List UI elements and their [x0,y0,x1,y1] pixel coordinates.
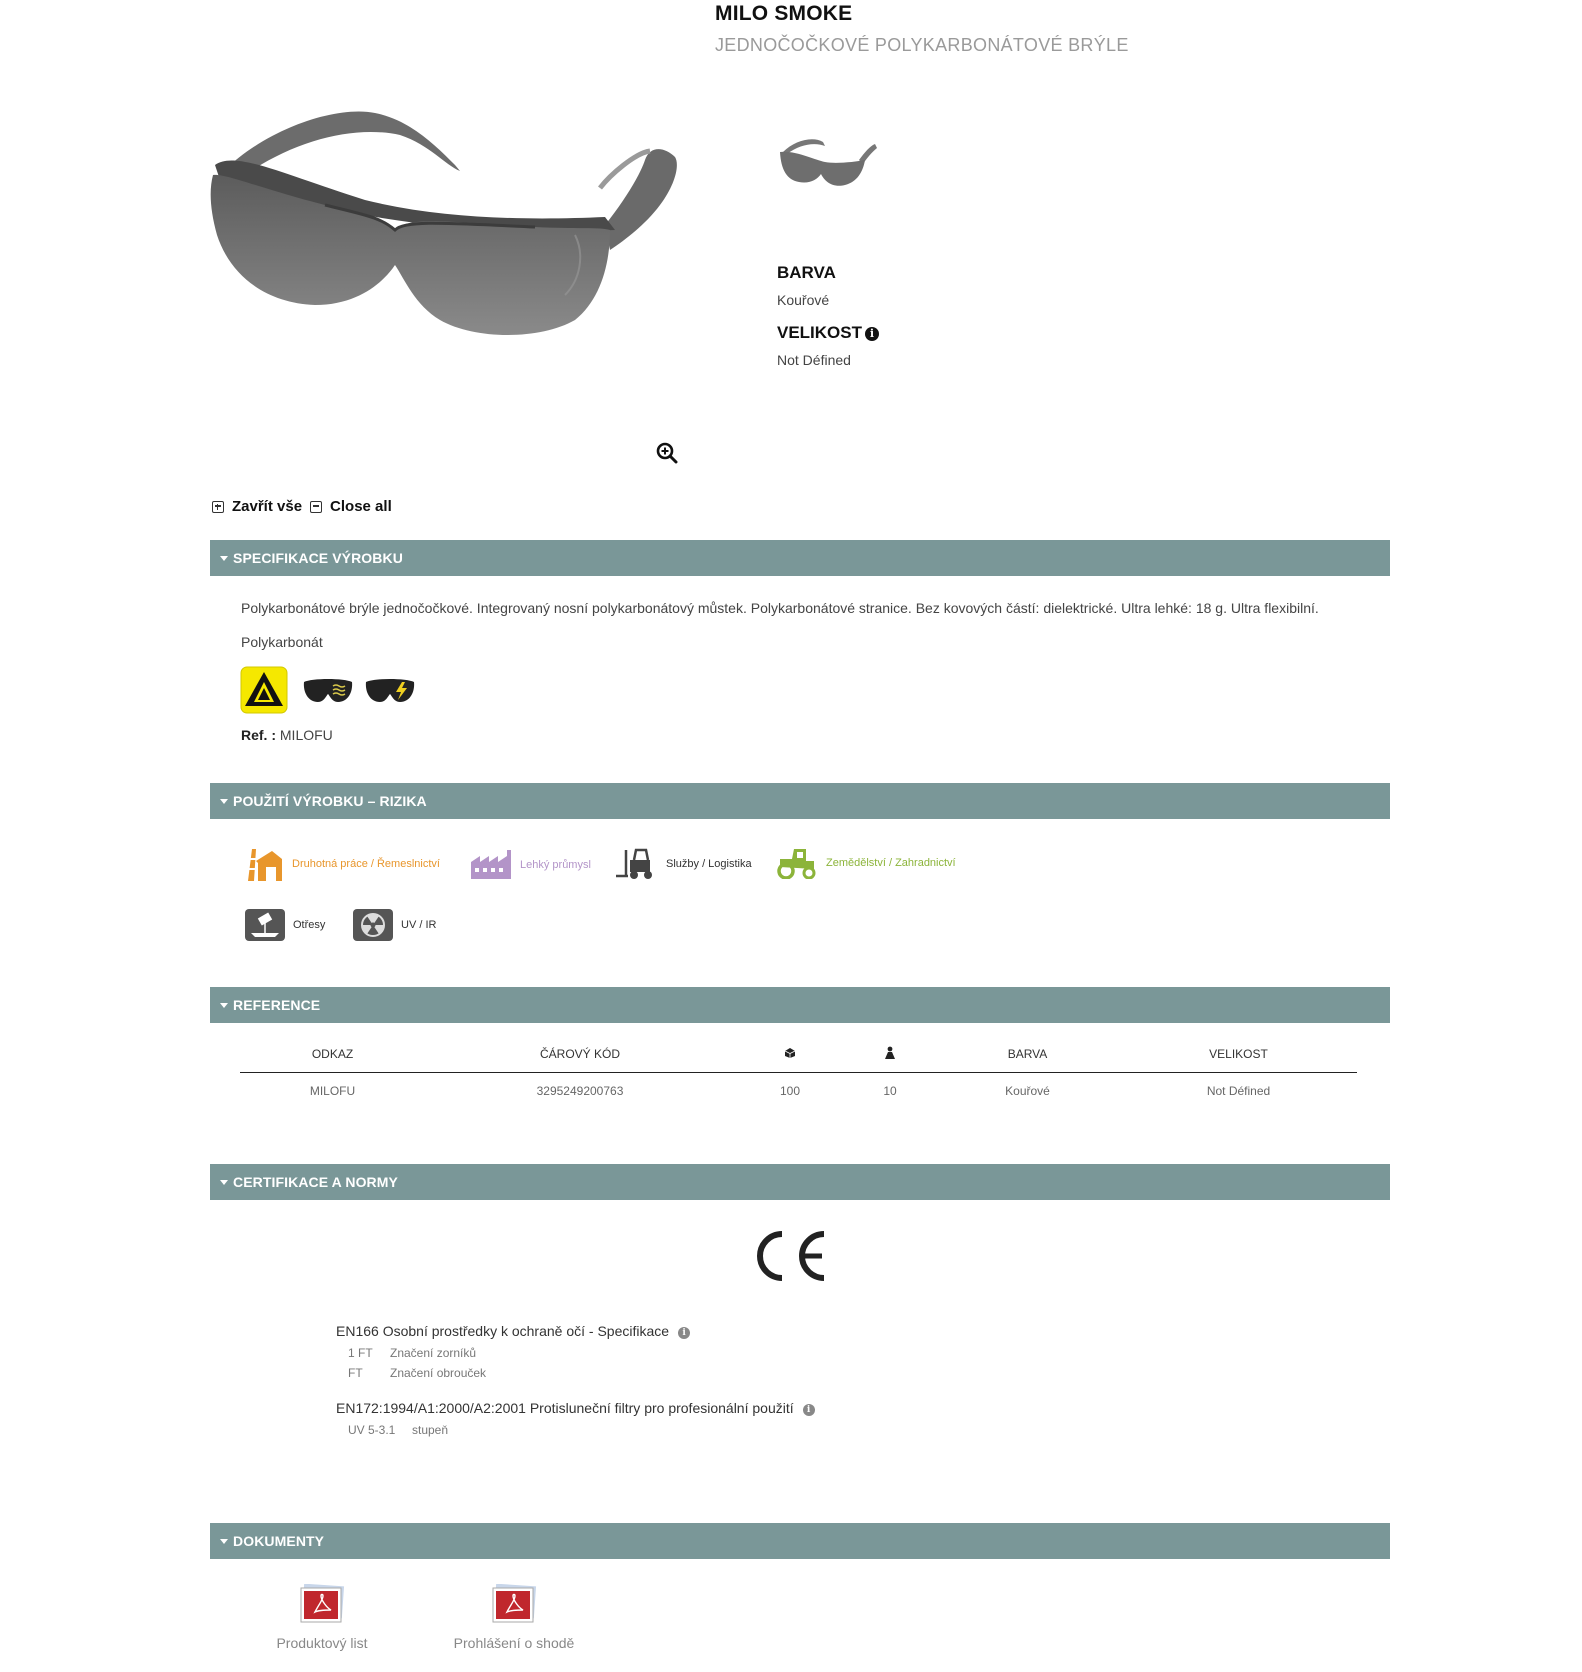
cell-barcode: 3295249200763 [536,1084,624,1098]
cell-ref: MILOFU [309,1084,356,1098]
product-thumbnail[interactable] [775,130,881,192]
info-icon[interactable]: i [803,1404,815,1416]
plus-square-icon [212,501,224,513]
size-heading [777,323,879,343]
tractor-icon [776,847,818,879]
norm-title: EN166 Osobní prostředky k ochraně očí - Specifikace i [336,1323,690,1339]
size-label: VELIKOST [777,323,863,342]
color-value: Kouřové [777,292,830,308]
norm-line: UV 5-3.1 stupeň [348,1423,449,1437]
product-material: Polykarbonát [241,634,323,650]
table-header-row [240,1042,1357,1073]
reference-table [240,1042,1357,1098]
caret-down-icon [220,1003,228,1008]
product-image[interactable] [205,105,695,375]
section-header-docs[interactable]: DOKUMENTY [210,1523,1390,1559]
col-header-ref: ODKAZ [240,1042,425,1073]
person-icon [884,1046,896,1059]
col-header-person [845,1042,935,1073]
ce-mark-logo [752,1228,828,1284]
minus-square-icon [310,501,322,513]
info-icon[interactable]: i [865,327,879,341]
anti-scratch-icon [364,676,416,704]
section-header-usage[interactable]: POUŽITÍ VÝROBKU – RIZIKA [210,783,1390,819]
anti-fog-icon [302,676,354,704]
cell-unit-qty: 10 [883,1084,897,1098]
accordion-toggles [212,498,400,515]
color-label: BARVA [777,263,836,282]
delta-plus-logo [240,666,288,714]
usage-item-agriculture: Zemědělství / Zahradnictví [776,847,956,879]
norm-line: FT Značení obrouček [348,1366,487,1380]
col-header-box [735,1042,845,1073]
zoom-in-icon[interactable] [656,442,678,464]
box-icon [784,1047,796,1059]
cell-color: Kouřové [1005,1084,1050,1098]
section-header-spec[interactable]: SPECIFIKACE VÝROBKU [210,540,1390,576]
table-row [240,1073,1357,1099]
forklift-icon [616,848,658,880]
usage-item-industry: Lehký průmysl [470,850,591,880]
section-header-cert[interactable]: CERTIFIKACE A NORMY [210,1164,1390,1200]
usage-item-logistics: Služby / Logistika [616,848,752,880]
product-subtitle: JEDNOČOČKOVÉ POLYKARBONÁTOVÉ BRÝLE [715,35,1129,55]
building-icon [244,845,284,883]
caret-down-icon [220,1539,228,1544]
cell-box-qty: 100 [779,1084,801,1098]
info-icon[interactable]: i [678,1327,690,1339]
risk-item-uv-ir: UV / IR [353,909,436,941]
col-header-color: BARVA [935,1042,1120,1073]
pdf-icon [299,1584,345,1624]
col-header-barcode: ČÁROVÝ KÓD [425,1042,735,1073]
product-description: Polykarbonátové brýle jednočočkové. Integrovaný nosní polykarbonátový můstek. Polykarbonátové stranice. Bez kovových částí: dielektrické. Ultra lehké: 18 g. Ultra flexibilní. [241,600,1319,616]
product-title: MILO SMOKE [715,2,853,25]
pdf-icon [491,1584,537,1624]
ref-value: MILOFU [279,727,333,743]
caret-down-icon [220,1180,228,1185]
section-header-reference[interactable]: REFERENCE [210,987,1390,1023]
col-header-size: VELIKOST [1120,1042,1357,1073]
document-link-declaration[interactable]: Prohlášení o shodě [434,1584,594,1651]
ref-label: Ref. : [241,727,276,743]
size-value: Not Défined [777,352,851,368]
usage-item-crafts: Druhotná práce / Řemeslnictví [244,845,440,883]
norm-title: EN172:1994/A1:2000/A2:2001 Protisluneční filtry pro profesionální použití i [336,1400,815,1416]
product-reference [241,727,333,743]
radiation-icon [353,909,393,941]
factory-icon [470,850,512,880]
document-link-product-sheet[interactable]: Produktový list [242,1584,402,1651]
risk-item-impact: Otřesy [245,909,325,941]
norm-line: 1 FT Značení zorníků [348,1346,477,1360]
expand-all-button[interactable]: Zavřít vše [212,498,302,515]
close-all-button[interactable]: Close all [310,498,392,515]
caret-down-icon [220,556,228,561]
caret-down-icon [220,799,228,804]
impact-icon [245,909,285,941]
cell-size: Not Défined [1206,1084,1271,1098]
